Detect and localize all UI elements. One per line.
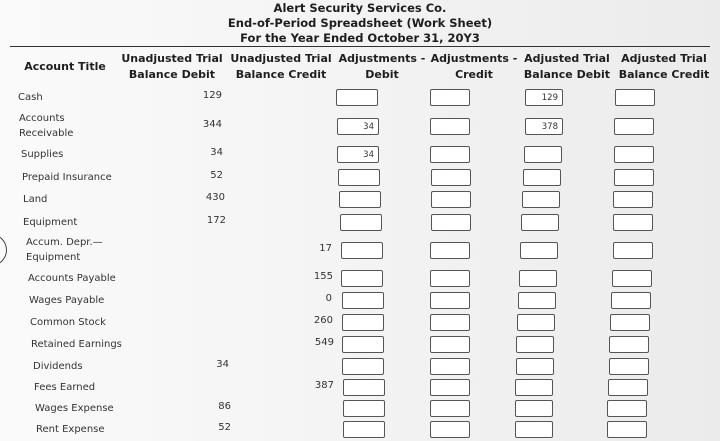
atb-debit-input[interactable]	[517, 314, 555, 331]
entered-value: 34	[363, 121, 374, 132]
atb-debit-input[interactable]	[516, 358, 554, 375]
adj-credit-input[interactable]	[430, 270, 470, 287]
adj-debit-input[interactable]	[341, 270, 383, 287]
atb-credit-input[interactable]	[609, 358, 649, 375]
entered-value: 129	[541, 92, 558, 103]
atb-credit-input[interactable]	[608, 379, 648, 396]
atb-credit-input[interactable]	[612, 270, 652, 287]
atb-debit-input[interactable]	[519, 270, 557, 287]
report-title: End-of-Period Spreadsheet (Work Sheet)	[227, 16, 493, 30]
adj-debit-input[interactable]	[339, 191, 381, 208]
unadjusted-credit-amount: 0	[325, 293, 332, 304]
atb-credit-input[interactable]	[609, 336, 649, 353]
account-title: Common Stock	[30, 316, 106, 328]
entered-value: 34	[363, 149, 374, 160]
unadjusted-debit-amount: 34	[210, 147, 223, 158]
adj-credit-input[interactable]	[430, 89, 470, 106]
unadjusted-credit-amount: 260	[313, 315, 333, 326]
unadjusted-debit-amount: 344	[202, 119, 222, 130]
entered-value: 378	[541, 121, 558, 132]
atb-debit-input[interactable]	[515, 421, 553, 438]
header-utb-debit: Unadjusted Trial Balance Debit	[121, 52, 223, 81]
account-title: Rent Expense	[36, 423, 105, 435]
adj-debit-input[interactable]	[337, 146, 379, 163]
unadjusted-credit-amount: 549	[314, 337, 334, 348]
adj-credit-input[interactable]	[430, 358, 470, 375]
atb-debit-input[interactable]	[524, 146, 562, 163]
account-title: Retained Earnings	[31, 338, 122, 350]
atb-debit-input[interactable]	[520, 242, 558, 259]
header-atb-debit: Adjusted Trial Balance Debit	[523, 52, 611, 81]
atb-credit-input[interactable]	[613, 242, 653, 259]
adj-debit-input[interactable]	[342, 336, 384, 353]
company-name: Alert Security Services Co.	[273, 1, 447, 15]
adj-debit-input[interactable]	[340, 214, 382, 231]
atb-debit-input[interactable]	[523, 169, 561, 186]
atb-credit-input[interactable]	[613, 191, 653, 208]
bracket-decoration	[0, 234, 7, 266]
adj-debit-input[interactable]	[341, 242, 383, 259]
adj-debit-input[interactable]	[343, 400, 385, 417]
atb-credit-input[interactable]	[614, 146, 654, 163]
account-title: Supplies	[21, 148, 64, 160]
account-title: Equipment	[23, 216, 78, 228]
account-title: Dividends	[33, 360, 83, 372]
unadjusted-credit-amount: 387	[314, 380, 334, 391]
header-divider	[10, 46, 710, 47]
report-period: For the Year Ended October 31, 20Y3	[240, 31, 480, 45]
atb-credit-input[interactable]	[614, 169, 654, 186]
adj-debit-input[interactable]	[342, 292, 384, 309]
atb-credit-input[interactable]	[610, 314, 650, 331]
adj-debit-input[interactable]	[338, 169, 380, 186]
account-title: Accum. Depr.— Equipment	[26, 237, 103, 263]
atb-credit-input[interactable]	[607, 400, 647, 417]
unadjusted-debit-amount: 129	[202, 90, 222, 101]
adj-debit-input[interactable]	[337, 118, 379, 135]
atb-debit-input[interactable]	[515, 400, 553, 417]
account-title: Accounts Receivable	[19, 113, 74, 139]
account-title: Wages Payable	[29, 294, 105, 306]
adj-credit-input[interactable]	[430, 421, 470, 438]
adj-debit-input[interactable]	[343, 379, 385, 396]
atb-credit-input[interactable]	[614, 118, 654, 135]
atb-debit-input[interactable]	[516, 336, 554, 353]
unadjusted-debit-amount: 172	[206, 215, 226, 226]
adj-credit-input[interactable]	[430, 242, 470, 259]
atb-debit-input[interactable]	[525, 89, 563, 106]
unadjusted-debit-amount: 52	[210, 170, 223, 181]
atb-credit-input[interactable]	[615, 89, 655, 106]
header-atb-credit: Adjusted Trial Balance Credit	[618, 52, 710, 81]
adj-debit-input[interactable]	[336, 89, 378, 106]
unadjusted-debit-amount: 430	[205, 192, 225, 203]
adj-credit-input[interactable]	[430, 400, 470, 417]
atb-credit-input[interactable]	[611, 292, 651, 309]
atb-debit-input[interactable]	[521, 214, 559, 231]
adj-credit-input[interactable]	[430, 146, 470, 163]
adj-credit-input[interactable]	[430, 336, 470, 353]
adj-debit-input[interactable]	[342, 314, 384, 331]
adj-credit-input[interactable]	[430, 118, 470, 135]
header-utb-credit: Unadjusted Trial Balance Credit	[230, 52, 332, 81]
account-title: Wages Expense	[35, 402, 114, 414]
adj-credit-input[interactable]	[430, 379, 470, 396]
atb-credit-input[interactable]	[613, 214, 653, 231]
header-account-title: Account Title	[24, 60, 106, 73]
account-title: Fees Earned	[34, 381, 96, 393]
atb-debit-input[interactable]	[522, 191, 560, 208]
unadjusted-debit-amount: 86	[218, 401, 231, 412]
adj-debit-input[interactable]	[343, 421, 385, 438]
account-title: Land	[23, 193, 48, 205]
unadjusted-debit-amount: 52	[218, 422, 231, 433]
adj-credit-input[interactable]	[430, 292, 470, 309]
adj-credit-input[interactable]	[430, 314, 470, 331]
adj-debit-input[interactable]	[342, 358, 384, 375]
header-adj-debit: Adjustments - Debit	[338, 52, 426, 81]
adj-credit-input[interactable]	[431, 214, 471, 231]
account-title: Prepaid Insurance	[22, 171, 112, 183]
atb-credit-input[interactable]	[607, 421, 647, 438]
unadjusted-debit-amount: 34	[216, 359, 229, 370]
adj-credit-input[interactable]	[431, 191, 471, 208]
adj-credit-input[interactable]	[431, 169, 471, 186]
unadjusted-credit-amount: 17	[319, 243, 332, 254]
atb-debit-input[interactable]	[518, 292, 556, 309]
header-adj-credit: Adjustments - Credit	[430, 52, 518, 81]
account-title: Accounts Payable	[28, 272, 116, 284]
unadjusted-credit-amount: 155	[313, 271, 333, 282]
atb-debit-input[interactable]	[525, 118, 563, 135]
atb-debit-input[interactable]	[515, 379, 553, 396]
account-title: Cash	[18, 91, 43, 103]
